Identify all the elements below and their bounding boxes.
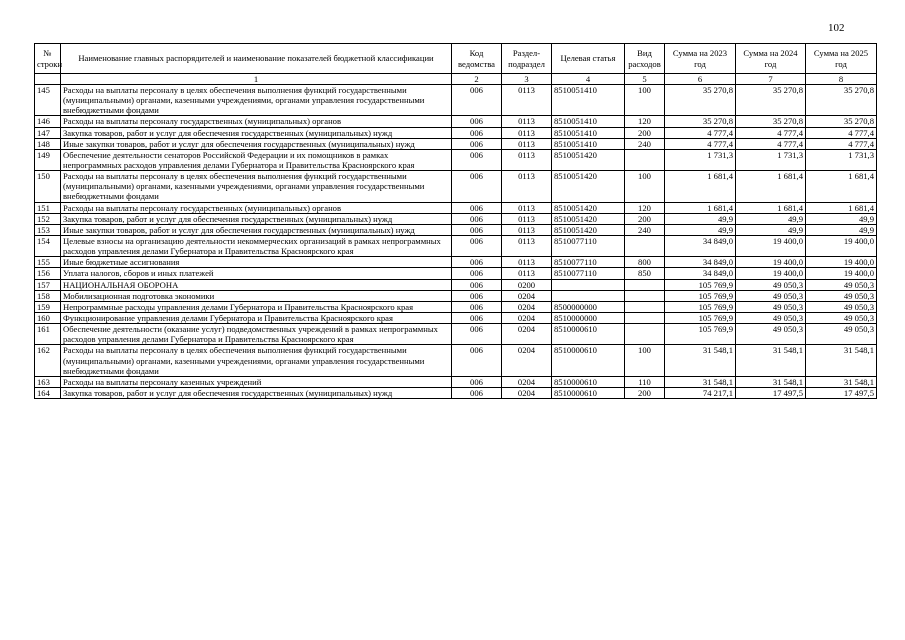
row-number: 146 <box>35 116 61 127</box>
sum-2023: 1 681,4 <box>665 171 736 202</box>
table-row <box>35 116 877 127</box>
target-article: 8510051410 <box>552 127 625 138</box>
row-name: Иные закупки товаров, работ и услуг для обеспечения государственных (муниципальных) нужд <box>61 138 452 149</box>
department-code: 006 <box>452 138 502 149</box>
target-article: 8510051420 <box>552 224 625 235</box>
section-code: 0113 <box>502 257 552 268</box>
department-code: 006 <box>452 235 502 256</box>
sum-2023: 34 849,0 <box>665 235 736 256</box>
target-article: 8510077110 <box>552 257 625 268</box>
sum-2025: 49 050,3 <box>806 324 877 345</box>
row-number: 159 <box>35 301 61 312</box>
table-row <box>35 127 877 138</box>
expense-type: 110 <box>625 376 665 387</box>
target-article: 8510000610 <box>552 376 625 387</box>
sum-2023: 105 769,9 <box>665 301 736 312</box>
column-number: 2 <box>452 74 502 85</box>
department-code: 006 <box>452 116 502 127</box>
target-article: 8510077110 <box>552 268 625 279</box>
row-number: 148 <box>35 138 61 149</box>
row-name: Расходы на выплаты персоналу казенных учреждений <box>61 376 452 387</box>
column-number <box>35 74 61 85</box>
table-row <box>35 202 877 213</box>
row-name: Закупка товаров, работ и услуг для обеспечения государственных (муниципальных) нужд <box>61 127 452 138</box>
sum-2024: 1 731,3 <box>736 149 806 170</box>
sum-2023: 105 769,9 <box>665 279 736 290</box>
sum-2024: 49 050,3 <box>736 312 806 323</box>
sum-2023: 31 548,1 <box>665 376 736 387</box>
target-article: 8510051420 <box>552 149 625 170</box>
sum-2025: 35 270,8 <box>806 116 877 127</box>
sum-2025: 35 270,8 <box>806 85 877 116</box>
section-code: 0113 <box>502 127 552 138</box>
table-row <box>35 387 877 398</box>
row-name: Целевые взносы на организацию деятельности некоммерческих организаций в рамках непрограммных расходов управления делами Губернатора и Правительства Красноярского края <box>61 235 452 256</box>
department-code: 006 <box>452 85 502 116</box>
sum-2024: 19 400,0 <box>736 235 806 256</box>
section-code: 0113 <box>502 268 552 279</box>
target-article: 8510051420 <box>552 171 625 202</box>
row-name: Расходы на выплаты персоналу государственных (муниципальных) органов <box>61 202 452 213</box>
section-code: 0113 <box>502 138 552 149</box>
row-number: 161 <box>35 324 61 345</box>
department-code: 006 <box>452 279 502 290</box>
sum-2025: 49,9 <box>806 213 877 224</box>
section-code: 0113 <box>502 213 552 224</box>
department-code: 006 <box>452 268 502 279</box>
row-number: 156 <box>35 268 61 279</box>
sum-2023: 34 849,0 <box>665 268 736 279</box>
department-code: 006 <box>452 202 502 213</box>
sum-2024: 49 050,3 <box>736 279 806 290</box>
column-number: 5 <box>625 74 665 85</box>
row-name: Обеспечение деятельности (оказание услуг) подведомственных учреждений в рамках непрограммных расходов управления делами Губернатора и Правительства Красноярского края <box>61 324 452 345</box>
expense-type <box>625 312 665 323</box>
column-number-row <box>35 74 877 85</box>
row-name: Обеспечение деятельности сенаторов Российской Федерации и их помощников в рамках непрограммных расходов управления делами Губернатора и Правительства Красноярского края <box>61 149 452 170</box>
row-number: 149 <box>35 149 61 170</box>
sum-2024: 49 050,3 <box>736 290 806 301</box>
header-sum-2024: Сумма на 2024 год <box>736 44 806 74</box>
section-code: 0204 <box>502 376 552 387</box>
row-number: 151 <box>35 202 61 213</box>
expense-type <box>625 235 665 256</box>
sum-2024: 4 777,4 <box>736 127 806 138</box>
sum-2025: 19 400,0 <box>806 257 877 268</box>
sum-2024: 49,9 <box>736 213 806 224</box>
column-number: 8 <box>806 74 877 85</box>
table-row <box>35 171 877 202</box>
table-row <box>35 235 877 256</box>
sum-2023: 35 270,8 <box>665 116 736 127</box>
target-article: 8510051420 <box>552 202 625 213</box>
row-name: Мобилизационная подготовка экономики <box>61 290 452 301</box>
sum-2023: 34 849,0 <box>665 257 736 268</box>
expense-type: 120 <box>625 202 665 213</box>
table-row <box>35 213 877 224</box>
section-code: 0113 <box>502 149 552 170</box>
sum-2025: 49 050,3 <box>806 279 877 290</box>
row-number: 162 <box>35 345 61 376</box>
row-number: 145 <box>35 85 61 116</box>
department-code: 006 <box>452 213 502 224</box>
department-code: 006 <box>452 376 502 387</box>
target-article <box>552 279 625 290</box>
table-row <box>35 345 877 376</box>
target-article: 8510000610 <box>552 345 625 376</box>
table-row <box>35 376 877 387</box>
department-code: 006 <box>452 387 502 398</box>
sum-2023: 105 769,9 <box>665 324 736 345</box>
department-code: 006 <box>452 301 502 312</box>
row-number: 160 <box>35 312 61 323</box>
sum-2024: 4 777,4 <box>736 138 806 149</box>
row-number: 153 <box>35 224 61 235</box>
section-code: 0113 <box>502 235 552 256</box>
header-target-article: Целевая статья <box>552 44 625 74</box>
sum-2024: 49,9 <box>736 224 806 235</box>
row-name: НАЦИОНАЛЬНАЯ ОБОРОНА <box>61 279 452 290</box>
section-code: 0200 <box>502 279 552 290</box>
sum-2025: 1 681,4 <box>806 171 877 202</box>
column-number: 6 <box>665 74 736 85</box>
row-number: 163 <box>35 376 61 387</box>
sum-2025: 49 050,3 <box>806 290 877 301</box>
row-name: Закупка товаров, работ и услуг для обеспечения государственных (муниципальных) нужд <box>61 387 452 398</box>
sum-2025: 4 777,4 <box>806 138 877 149</box>
sum-2023: 4 777,4 <box>665 138 736 149</box>
table-row <box>35 268 877 279</box>
section-code: 0204 <box>502 312 552 323</box>
expense-type <box>625 290 665 301</box>
sum-2025: 19 400,0 <box>806 268 877 279</box>
budget-table <box>34 43 877 399</box>
table-row <box>35 312 877 323</box>
sum-2025: 19 400,0 <box>806 235 877 256</box>
sum-2023: 49,9 <box>665 213 736 224</box>
target-article: 8510051410 <box>552 85 625 116</box>
target-article: 8510077110 <box>552 235 625 256</box>
expense-type: 200 <box>625 213 665 224</box>
column-number: 1 <box>61 74 452 85</box>
target-article: 8510000000 <box>552 312 625 323</box>
department-code: 006 <box>452 345 502 376</box>
header-row-number: № строки <box>35 44 61 74</box>
section-code: 0204 <box>502 324 552 345</box>
expense-type <box>625 149 665 170</box>
section-code: 0113 <box>502 171 552 202</box>
expense-type: 800 <box>625 257 665 268</box>
table-row <box>35 149 877 170</box>
department-code: 006 <box>452 257 502 268</box>
header-department-code: Код ведомства <box>452 44 502 74</box>
sum-2023: 1 731,3 <box>665 149 736 170</box>
row-number: 152 <box>35 213 61 224</box>
sum-2025: 1 681,4 <box>806 202 877 213</box>
sum-2025: 49,9 <box>806 224 877 235</box>
expense-type: 100 <box>625 345 665 376</box>
department-code: 006 <box>452 171 502 202</box>
row-name: Иные закупки товаров, работ и услуг для обеспечения государственных (муниципальных) нужд <box>61 224 452 235</box>
row-number: 150 <box>35 171 61 202</box>
sum-2023: 4 777,4 <box>665 127 736 138</box>
expense-type: 240 <box>625 138 665 149</box>
target-article: 8510000610 <box>552 387 625 398</box>
sum-2024: 31 548,1 <box>736 376 806 387</box>
row-number: 155 <box>35 257 61 268</box>
header-name: Наименование главных распорядителей и наименование показателей бюджетной классификации <box>61 44 452 74</box>
expense-type <box>625 301 665 312</box>
row-name: Расходы на выплаты персоналу в целях обеспечения выполнения функций государственными (муниципальными) органами, казенными учреждениями, органами управления государственными внебюджетными фондами <box>61 171 452 202</box>
target-article: 8510051410 <box>552 138 625 149</box>
department-code: 006 <box>452 149 502 170</box>
table-row <box>35 138 877 149</box>
sum-2024: 49 050,3 <box>736 324 806 345</box>
header-sum-2023: Сумма на 2023 год <box>665 44 736 74</box>
column-number: 4 <box>552 74 625 85</box>
row-name: Расходы на выплаты персоналу государственных (муниципальных) органов <box>61 116 452 127</box>
section-code: 0113 <box>502 202 552 213</box>
table-row <box>35 301 877 312</box>
sum-2025: 31 548,1 <box>806 376 877 387</box>
header-section: Раздел-подраздел <box>502 44 552 74</box>
sum-2023: 74 217,1 <box>665 387 736 398</box>
column-number: 7 <box>736 74 806 85</box>
row-name: Функционирование управления делами Губернатора и Правительства Красноярского края <box>61 312 452 323</box>
section-code: 0204 <box>502 345 552 376</box>
sum-2025: 17 497,5 <box>806 387 877 398</box>
sum-2024: 1 681,4 <box>736 202 806 213</box>
expense-type: 240 <box>625 224 665 235</box>
sum-2024: 19 400,0 <box>736 257 806 268</box>
row-name: Расходы на выплаты персоналу в целях обеспечения выполнения функций государственными (муниципальными) органами, казенными учреждениями, органами управления государственными внебюджетными фондами <box>61 85 452 116</box>
section-code: 0204 <box>502 290 552 301</box>
expense-type: 120 <box>625 116 665 127</box>
header-sum-2025: Сумма на 2025 год <box>806 44 877 74</box>
table-row <box>35 85 877 116</box>
sum-2024: 19 400,0 <box>736 268 806 279</box>
target-article <box>552 290 625 301</box>
expense-type <box>625 324 665 345</box>
expense-type: 850 <box>625 268 665 279</box>
expense-type: 200 <box>625 387 665 398</box>
sum-2025: 1 731,3 <box>806 149 877 170</box>
sum-2024: 49 050,3 <box>736 301 806 312</box>
sum-2024: 1 681,4 <box>736 171 806 202</box>
header-expense-type: Вид расходов <box>625 44 665 74</box>
expense-type: 100 <box>625 85 665 116</box>
target-article: 8500000000 <box>552 301 625 312</box>
row-name: Уплата налогов, сборов и иных платежей <box>61 268 452 279</box>
sum-2023: 1 681,4 <box>665 202 736 213</box>
department-code: 006 <box>452 224 502 235</box>
row-name: Непрограммные расходы управления делами Губернатора и Правительства Красноярского края <box>61 301 452 312</box>
expense-type: 100 <box>625 171 665 202</box>
sum-2023: 49,9 <box>665 224 736 235</box>
section-code: 0113 <box>502 116 552 127</box>
row-number: 164 <box>35 387 61 398</box>
expense-type <box>625 279 665 290</box>
sum-2025: 4 777,4 <box>806 127 877 138</box>
section-code: 0113 <box>502 85 552 116</box>
row-name: Закупка товаров, работ и услуг для обеспечения государственных (муниципальных) нужд <box>61 213 452 224</box>
row-number: 154 <box>35 235 61 256</box>
row-number: 147 <box>35 127 61 138</box>
section-code: 0204 <box>502 301 552 312</box>
sum-2024: 31 548,1 <box>736 345 806 376</box>
page-number: 102 <box>828 22 845 34</box>
department-code: 006 <box>452 290 502 301</box>
sum-2025: 31 548,1 <box>806 345 877 376</box>
target-article: 8510000610 <box>552 324 625 345</box>
section-code: 0204 <box>502 387 552 398</box>
table-row <box>35 290 877 301</box>
target-article: 8510051420 <box>552 213 625 224</box>
expense-type: 200 <box>625 127 665 138</box>
department-code: 006 <box>452 324 502 345</box>
sum-2023: 105 769,9 <box>665 312 736 323</box>
table-row <box>35 257 877 268</box>
department-code: 006 <box>452 127 502 138</box>
sum-2023: 31 548,1 <box>665 345 736 376</box>
table-row <box>35 324 877 345</box>
sum-2024: 35 270,8 <box>736 116 806 127</box>
table-body <box>35 85 877 399</box>
sum-2023: 105 769,9 <box>665 290 736 301</box>
table-row <box>35 224 877 235</box>
sum-2023: 35 270,8 <box>665 85 736 116</box>
column-number: 3 <box>502 74 552 85</box>
row-number: 158 <box>35 290 61 301</box>
section-code: 0113 <box>502 224 552 235</box>
row-number: 157 <box>35 279 61 290</box>
department-code: 006 <box>452 312 502 323</box>
table-row <box>35 279 877 290</box>
header-row <box>35 44 877 74</box>
target-article: 8510051410 <box>552 116 625 127</box>
row-name: Расходы на выплаты персоналу в целях обеспечения выполнения функций государственными (муниципальными) органами, казенными учреждениями, органами управления государственными внебюджетными фондами <box>61 345 452 376</box>
sum-2025: 49 050,3 <box>806 301 877 312</box>
sum-2025: 49 050,3 <box>806 312 877 323</box>
sum-2024: 17 497,5 <box>736 387 806 398</box>
row-name: Иные бюджетные ассигнования <box>61 257 452 268</box>
sum-2024: 35 270,8 <box>736 85 806 116</box>
